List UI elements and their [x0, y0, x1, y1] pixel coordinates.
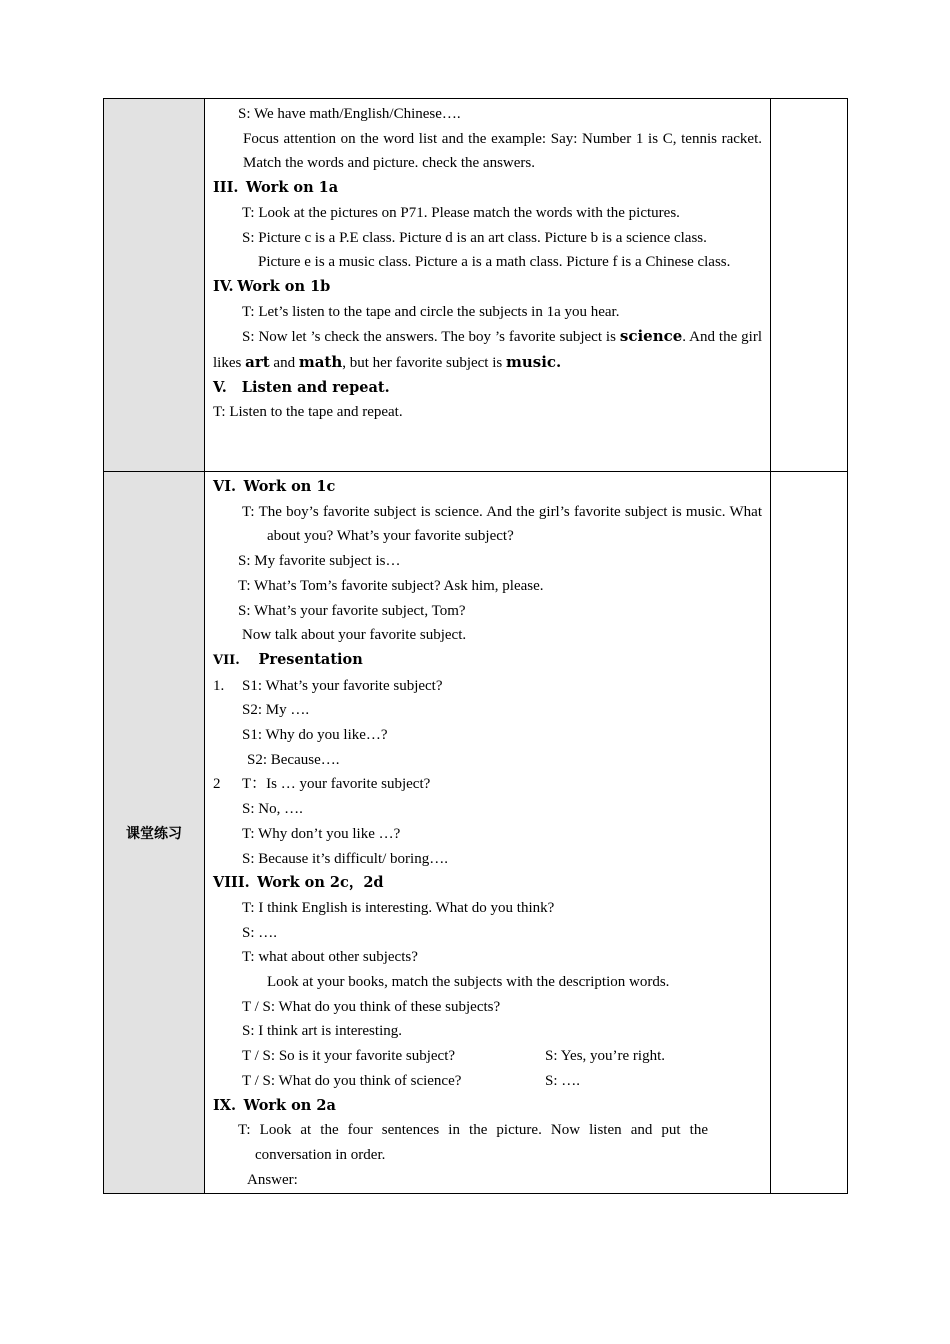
table-row: [104, 99, 848, 472]
side-cell-empty: [104, 99, 205, 472]
section-heading: IX. Work on 2a: [213, 1096, 336, 1114]
section-heading: V. Listen and repeat.: [213, 378, 390, 396]
text-line: T / S: So is it your favorite subject? S: Yes, you’re right.: [242, 1048, 666, 1065]
text-line: T: Listen to the tape and repeat.: [213, 404, 403, 421]
text-line: S2: Because….: [247, 751, 340, 768]
text-line: T: Why don’t you like …?: [242, 825, 401, 842]
text-line: T: Look at the pictures on P71. Please match the words with the pictures.: [242, 204, 680, 221]
side-label-cell: 课堂练习: [104, 472, 205, 1194]
text-paragraph: T: Look at the four sentences in the picture. Now listen and put the conversation in order.: [238, 1122, 708, 1163]
lesson-plan-table: [103, 98, 848, 1194]
table-row: [104, 472, 848, 1194]
section-heading: IV. Work on 1b: [213, 277, 331, 295]
section-heading: VIII. Work on 2c，2d: [213, 874, 384, 892]
text-line: T: What’s Tom’s favorite subject? Ask him, please.: [238, 577, 544, 594]
notes-cell: [771, 99, 848, 472]
text-line: T: Let’s listen to the tape and circle the subjects in 1a you hear.: [242, 303, 620, 320]
list-item: 1. S1: What’s your favorite subject?: [213, 677, 443, 694]
list-item: 2 T：Is … your favorite subject?: [213, 776, 431, 793]
text-line: S2: My ….: [242, 702, 310, 719]
text-line: T: I think English is interesting. What do you think?: [242, 899, 555, 916]
text-line: T / S: What do you think of science? S: ….: [242, 1072, 581, 1089]
section-heading: VII. Presentation: [213, 650, 363, 668]
text-paragraph: Focus attention on the word list and the example: Say: Number 1 is C, tennis racket. Match the words and picture. check the answers.: [243, 130, 762, 172]
text-line: S: No, ….: [242, 801, 303, 818]
text-line: S: What’s your favorite subject, Tom?: [238, 602, 466, 619]
content-cell: [205, 472, 771, 1194]
section-heading: VI. Work on 1c: [213, 478, 336, 495]
text-line: S: Because it’s difficult/ boring….: [242, 850, 448, 867]
text-line: Now talk about your favorite subject.: [242, 627, 467, 644]
notes-cell: [771, 472, 848, 1194]
text-line: S: I think art is interesting.: [242, 1023, 402, 1040]
text-line: T: what about other subjects?: [242, 949, 418, 966]
text-line: S: We have math/English/Chinese….: [238, 106, 461, 122]
text-line: S1: Why do you like…?: [242, 727, 388, 744]
text-paragraph: S: Picture c is a P.E class. Picture d is an art class. Picture b is a science class.: [242, 229, 707, 246]
text-paragraph: T: The boy’s favorite subject is science. And the girl’s favorite subject is music. What about you? What’s your favorite subject?: [242, 503, 762, 545]
content-cell: [205, 99, 771, 472]
text-paragraph: Picture e is a music class. Picture a is a math class. Picture f is a Chinese class.: [258, 254, 731, 271]
text-line: Look at your books, match the subjects with the description words.: [267, 974, 670, 991]
text-paragraph: S: Now let ’s check the answers. The boy ’s favorite subject is science. And the girl likes art and math, but her favorite subject is music.: [213, 327, 762, 372]
section-heading: III. Work on 1a: [213, 179, 339, 197]
text-line: S: My favorite subject is…: [238, 553, 401, 570]
text-line: S: ….: [242, 924, 278, 941]
text-line: Answer:: [247, 1171, 298, 1188]
text-line: T / S: What do you think of these subjects?: [242, 998, 501, 1015]
